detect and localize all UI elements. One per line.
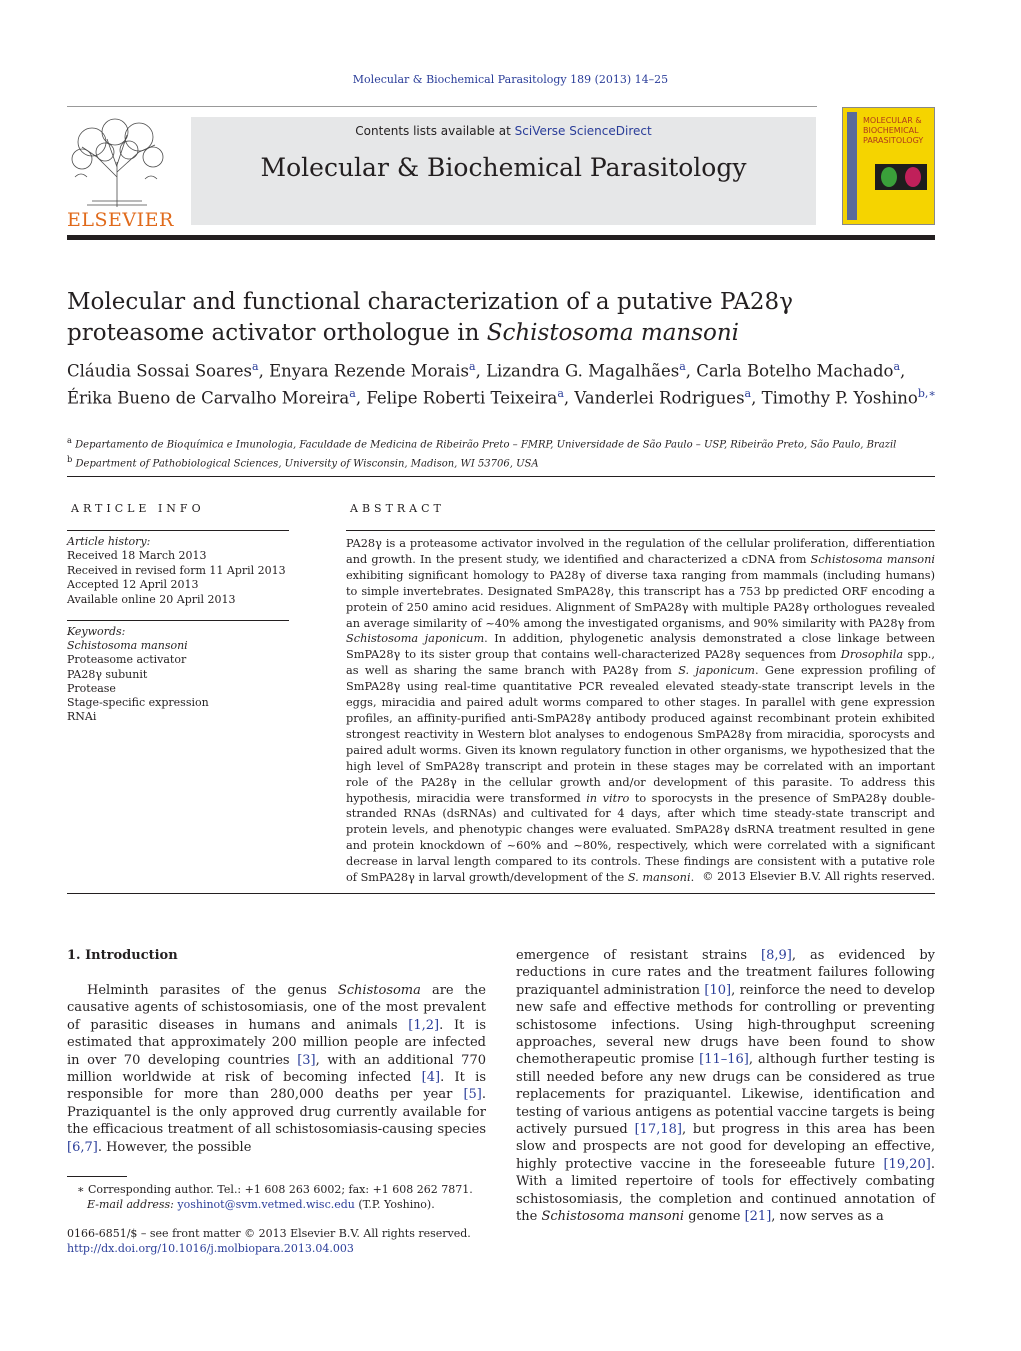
- author-affiliation-marker[interactable]: a: [679, 360, 686, 373]
- reference-link[interactable]: [4]: [421, 1070, 441, 1086]
- abstract-text: exhibiting significant homology to PA28γ of diverse taxa ranging from mammals (including humans) to simple invertebrates. Designated SmPA28γ, this transcript has a 753 bp predicted ORF encoding a protein of 250 amino acid residues. Alignment of SmPA28γ with multiple PA28γ orthologues revealed an average similarity of ~40% among the investigated organisms, and 90% similarity with PA28γ from: [346, 568, 935, 630]
- abstract-italic: S. japonicum: [678, 664, 755, 678]
- keywords-rule: [67, 620, 289, 621]
- title-main: Molecular and functional characterization of a putative PA28γ proteasome activator orthologue in: [67, 289, 793, 346]
- contents-line: [191, 124, 816, 138]
- history-item: Available online 20 April 2013: [67, 592, 236, 606]
- doi-link[interactable]: http://dx.doi.org/10.1016/j.molbiopara.2013.04.003: [67, 1242, 354, 1255]
- reference-link[interactable]: [3]: [297, 1052, 316, 1068]
- intro-text: Helminth parasites of the genus: [87, 983, 338, 998]
- corresponding-author: ∗ Corresponding author. Tel.: +1 608 263 6002; fax: +1 608 262 7871.: [77, 1183, 473, 1196]
- cover-image: [875, 164, 927, 190]
- cover-side-bar: [847, 112, 857, 220]
- author-name: Carla Botelho Machado: [696, 361, 894, 381]
- author-name: Timothy P. Yoshino: [761, 388, 918, 407]
- issn-block: [67, 1226, 487, 1256]
- issn-line: 0166-6851/$ – see front matter © 2013 Elsevier B.V. All rights reserved.: [67, 1227, 471, 1240]
- intro-text: . However, the possible: [97, 1139, 252, 1155]
- author-affiliation-marker[interactable]: a: [893, 360, 901, 373]
- intro-text: emergence of resistant strains: [516, 948, 762, 963]
- abstract-text: . In addition, phylogenetic analysis demonstrated a close linkage between SmPA28γ to its sister group that contains well-characterized PA28γ sequences from: [346, 632, 935, 662]
- reference-link[interactable]: [21]: [744, 1209, 772, 1225]
- abstract-italic: Schistosoma japonicum: [346, 632, 485, 646]
- abstract-text: . Gene expression profiling of SmPA28γ using real-time quantitative PCR revealed elevated steady-state transcript levels in the eggs, miracidia and paired adult worms compared to other stages. In parallel with gene expression profiles, an affinity-purified anti-SmPA28γ antibody produced against recombinant protein exhibited strongest reactivity in Western blot analyses to endogenous SmPA28γ from miracidia, sporocysts and paired adult worms. Given its known regulatory function in other organisms, we hypothesized that the high level of SmPA28γ transcript and protein in these stages may be correlated with an important role of the PA28γ in the cellular growth and/or development of this parasite. To address this hypothesis, miracidia were transformed: [346, 664, 935, 805]
- intro-text: , although further testing is still needed before any new drugs can be considered as true replacements for praziquantel. Likewise, identification and testing of various antigens as potential vaccine targets is being actively pursued: [516, 1052, 935, 1138]
- intro-right-column: [516, 947, 935, 1226]
- article-history: [67, 535, 289, 607]
- intro-text: . It is responsible for more than 280,000 deaths per year: [67, 1070, 486, 1103]
- reference-link[interactable]: [5]: [463, 1087, 482, 1103]
- abstract-body: [346, 536, 935, 886]
- abstract-text: to sporocysts in the presence of SmPA28γ double-stranded RNAs (dsRNAs) and cultivated for 4 days, after which time steady-state transcript and protein levels, and phenotypic changes were evaluated. SmPA28γ dsRNA treatment resulted in gene and protein knockdown of ~60% and ~80%, respectively, which were correlated with a significant decrease in larval length compared to its controls. These findings are consistent with a putative role of SmPA28γ in larval growth/development of the: [346, 791, 935, 885]
- intro-text: , with an additional 770 million worldwide at risk of becoming infected: [67, 1052, 486, 1086]
- intro-left-column: [67, 982, 486, 1156]
- author-list: Cláudia Sossai Soares$^a$, Enyara Rezende Morais$^a$, Lizandra G. Magalhães$^a$, Carla Botelho Machado$^a$, Érika Bueno de Carvalho Moreira$^a$, Felipe Roberti Teixeira$^a$, Vanderlei Rodrigues$^a$, Timothy P. Yoshino$^{b,∗}$: [67, 360, 936, 407]
- author-name: Felipe Roberti Teixeira: [366, 388, 558, 407]
- abstract-text: PA28γ is a proteasome activator involved in the regulation of the cellular proliferation, differentiation and growth. In the present study, we identified and characterized a cDNA from: [346, 537, 935, 566]
- reference-link[interactable]: [1,2]: [408, 1017, 440, 1033]
- reference-link[interactable]: [10]: [704, 982, 732, 998]
- corresponding-footnote: [67, 1182, 487, 1212]
- keywords: [67, 625, 289, 724]
- abstract-italic: Drosophila: [840, 648, 904, 662]
- journal-masthead: [191, 117, 816, 225]
- author-name: Lizandra G. Magalhães: [486, 361, 680, 381]
- author-name: Vanderlei Rodrigues: [574, 388, 745, 407]
- keyword-item: Schistosoma mansoni: [67, 639, 188, 653]
- article-info-rule: [67, 530, 289, 531]
- journal-citation[interactable]: Molecular & Biochemical Parasitology 189 (2013) 14–25: [352, 73, 669, 86]
- author-affiliation-marker[interactable]: a: [469, 360, 476, 373]
- keyword-item: Protease: [67, 681, 116, 695]
- header-thick-rule: [67, 235, 935, 240]
- reference-link[interactable]: [8,9]: [761, 948, 792, 963]
- author-affiliation-marker[interactable]: a: [252, 360, 259, 373]
- keyword-item: PA28γ subunit: [67, 667, 148, 681]
- abstract-italic: Schistosoma mansoni: [810, 552, 935, 566]
- affiliations: [67, 433, 947, 472]
- affiliation-item: $^b$ Department of Pathobiological Sciences, University of Wisconsin, Madison, WI 53706, USA: [67, 454, 539, 470]
- keywords-label: Keywords:: [67, 625, 126, 638]
- author-affiliation-marker[interactable]: a: [349, 386, 356, 400]
- abstract-text: spp., as well as sharing the same branch with PA28γ from: [346, 648, 935, 678]
- contents-prefix: Contents lists available at: [355, 124, 515, 138]
- sciencedirect-link[interactable]: SciVerse ScienceDirect: [514, 124, 652, 138]
- abstract-italic: S. mansoni: [627, 871, 691, 885]
- intro-text: , reinforce the need to develop new safe and effective methods for controlling or preventing schistosome infections. Using high-throughput screening approaches, several new drugs have been found to show chemotherapeutic promise: [516, 982, 935, 1068]
- journal-name: Molecular & Biochemical Parasitology: [260, 153, 747, 182]
- author-name: Cláudia Sossai Soares: [67, 361, 253, 381]
- intro-italic: Schistosoma mansoni: [541, 1209, 685, 1225]
- title-italic: Schistosoma mansoni: [486, 320, 740, 346]
- reference-link[interactable]: [17,18]: [634, 1122, 682, 1138]
- intro-text: , but progress in this area has been slow and prospects are not good for developing an effective, highly protective vaccine in the foreseeable future: [516, 1122, 936, 1172]
- elsevier-wordmark: ELSEVIER: [67, 209, 174, 231]
- intro-italic: Schistosoma: [337, 983, 421, 998]
- author-name: Érika Bueno de Carvalho Moreira: [67, 388, 350, 407]
- author-affiliation-marker[interactable]: a: [744, 386, 752, 400]
- author-name: Enyara Rezende Morais: [269, 361, 470, 381]
- reference-link[interactable]: [11–16]: [699, 1052, 749, 1068]
- reference-link[interactable]: [19,20]: [883, 1156, 931, 1172]
- abstract-end-rule: [67, 893, 935, 894]
- history-item: Received in revised form 11 April 2013: [67, 563, 286, 577]
- affiliation-rule: [67, 476, 935, 477]
- article-title: [67, 287, 927, 349]
- cover-title: MOLECULAR & BIOCHEMICAL PARASITOLOGY: [863, 116, 924, 145]
- intro-text: genome: [684, 1209, 745, 1225]
- keyword-item: Stage-specific expression: [67, 696, 209, 710]
- abstract-italic: in vitro: [586, 791, 630, 805]
- author-affiliation-marker[interactable]: a: [557, 386, 564, 400]
- keyword-item: RNAi: [67, 710, 97, 724]
- intro-text: , now serves as a: [771, 1209, 884, 1225]
- affiliation-item: $^a$ Departamento de Bioquímica e Imunologia, Faculdade de Medicina de Ribeirão Preto – FMRP, Universidade de São Paulo – USP, Ribeirão Preto, São Paulo, Brazil: [67, 435, 897, 451]
- reference-link[interactable]: [6,7]: [67, 1139, 98, 1155]
- history-item: Accepted 12 April 2013: [67, 578, 199, 592]
- history-label: Article history:: [67, 535, 151, 548]
- abstract-text: .: [690, 871, 695, 885]
- intro-text: . Praziquantel is the only approved drug currently available for the efficacious treatment of all schistosomiasis-causing species: [67, 1087, 486, 1138]
- tree-icon: [67, 117, 167, 209]
- section-heading-introduction: 1. Introduction: [67, 948, 178, 963]
- footnote-rule: [67, 1176, 127, 1177]
- abstract-rule: [346, 530, 935, 531]
- abstract-copyright: © 2013 Elsevier B.V. All rights reserved.: [702, 870, 935, 883]
- email-label: E-mail address:: [87, 1198, 178, 1211]
- intro-text: . With a limited repertoire of tools for effectively combating schistosomiasis, the completion and continued annotation of the: [516, 1156, 935, 1225]
- article-info-heading: ARTICLE INFO: [71, 502, 205, 515]
- intro-text: . It is estimated that approximately 200 million people are infected in over 70 developing countries: [67, 1017, 486, 1068]
- header-rule: [67, 106, 817, 107]
- history-item: Received 18 March 2013: [67, 549, 207, 563]
- intro-text: , as evidenced by reductions in cure rates and the treatment failures following praziquantel administration: [516, 948, 936, 998]
- email-suffix: (T.P. Yoshino).: [354, 1198, 435, 1211]
- abstract-heading: ABSTRACT: [350, 502, 445, 515]
- journal-cover-thumbnail[interactable]: [842, 107, 935, 225]
- keyword-item: Proteasome activator: [67, 653, 187, 667]
- email-link[interactable]: yoshinot@svm.vetmed.wisc.edu: [177, 1198, 355, 1211]
- author-affiliation-marker[interactable]: b,∗: [917, 386, 936, 400]
- intro-text: are the causative agents of schistosomiasis, one of the most prevalent of parasitic diseases in humans and animals: [67, 983, 487, 1033]
